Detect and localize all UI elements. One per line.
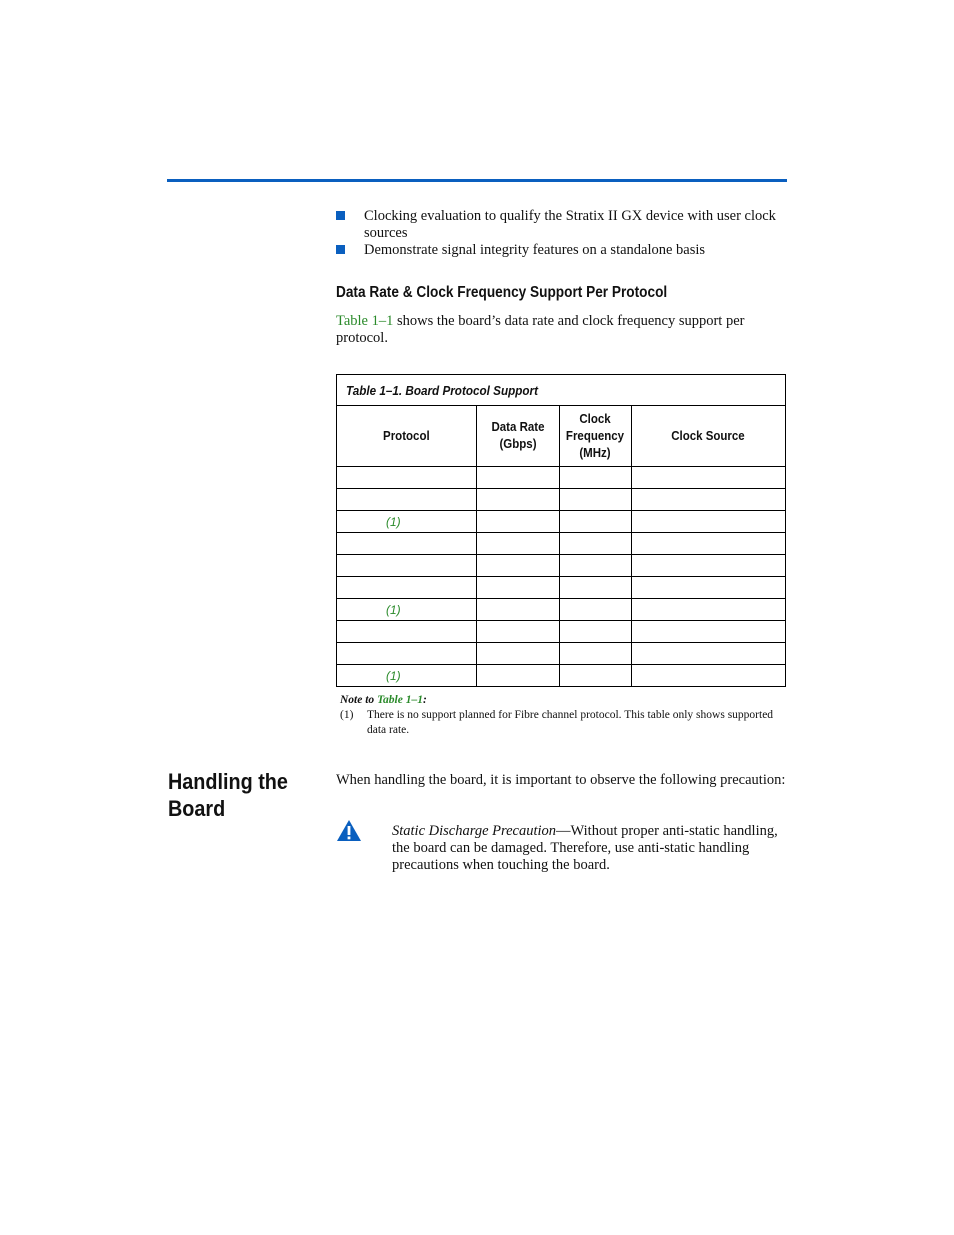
header-protocol: Protocol [337,406,477,467]
warning-title: Static Discharge Precaution [392,823,557,839]
table-row [337,511,786,533]
note-reference-link[interactable]: (1) [337,599,477,621]
list-item-text: Clocking evaluation to qualify the Stratix II GX device with user clock sources [364,208,776,241]
table-notes [340,693,780,738]
section-subheading: Data Rate & Clock Frequency Support Per Protocol [336,284,668,301]
warning-paragraph [392,823,784,874]
table-header-row [337,406,786,467]
protocol-support-table [336,374,786,687]
feature-list [336,208,786,259]
table-row [337,533,786,555]
header-clock-source: Clock Source [631,406,786,467]
note-item [340,708,780,738]
square-bullet-icon [336,245,345,254]
note-reference-link[interactable]: (1) [337,511,477,533]
note-text: There is no support planned for Fibre channel protocol. This table only shows supported data rate. [367,709,774,736]
note-reference-link[interactable]: (1) [337,665,477,687]
table-caption: Table 1–1. Board Protocol Support [337,375,786,406]
table-row [337,467,786,489]
table-row [337,665,786,687]
intro-text: shows the board’s data rate and clock frequency support per protocol. [336,313,745,346]
table-reference-link[interactable]: Table 1–1 [377,694,423,706]
handling-paragraph: When handling the board, it is important to observe the following precaution: [336,772,786,788]
table-row [337,643,786,665]
warning-icon [336,819,362,842]
square-bullet-icon [336,211,345,220]
top-rule [167,179,787,182]
notes-title: Note to Table 1–1: [340,694,427,706]
intro-paragraph [336,313,786,347]
header-data-rate: Data Rate (Gbps) [476,406,559,467]
table-row [337,621,786,643]
table-row [337,489,786,511]
list-item [336,208,786,242]
table-row [337,599,786,621]
table-row [337,577,786,599]
note-number: (1) [340,709,354,721]
header-clock-frequency: Clock Frequency (MHz) [559,406,631,467]
list-item [336,242,786,259]
table-row [337,555,786,577]
section-heading: Handling the Board [168,769,288,821]
table-reference-link[interactable]: Table 1–1 [336,313,394,329]
warning-text: —Without proper anti-static handling, the board can be damaged. Therefore, use anti-static handling precautions when touching the board. [392,823,778,873]
list-item-text: Demonstrate signal integrity features on a standalone basis [364,242,706,258]
